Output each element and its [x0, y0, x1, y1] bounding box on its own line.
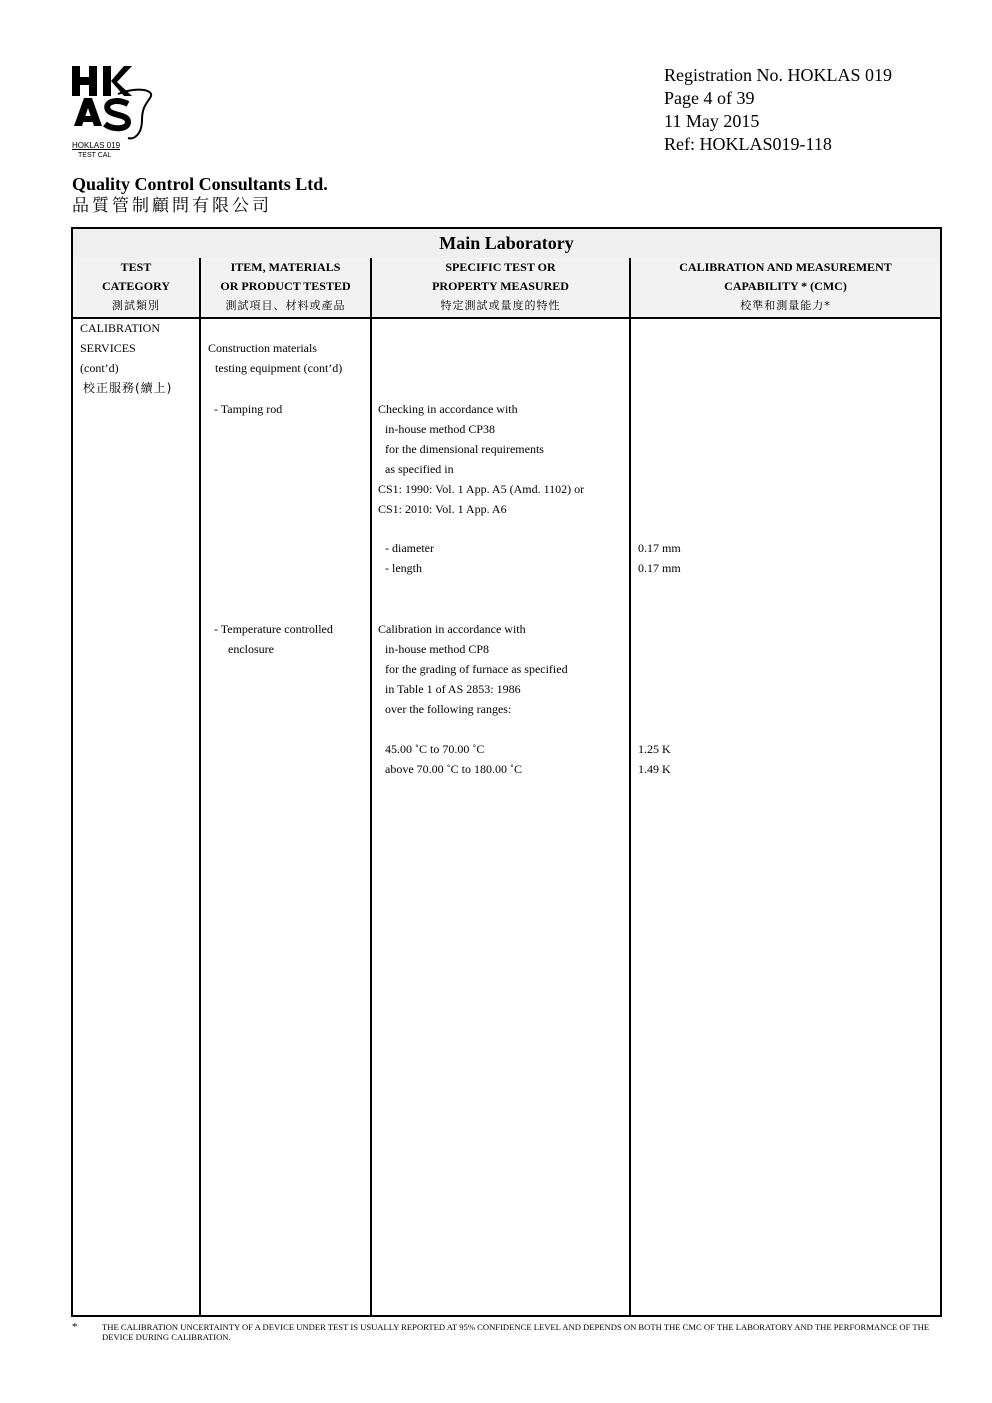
category-text: SERVICES	[80, 341, 136, 355]
header-text-zh: 測試項目、材料或產品	[225, 299, 346, 312]
measurement-params-temperature-enclosure	[385, 739, 522, 779]
reference-number: Ref: HOKLAS019-118	[664, 134, 832, 154]
test-text: CS1: 1990: Vol. 1 App. A5 (Amd. 1102) or	[378, 482, 585, 496]
category-text: CALIBRATION	[80, 321, 160, 335]
header-text: ITEM, MATERIALS	[230, 260, 341, 274]
measurement-param: - diameter	[385, 541, 434, 555]
footnote-marker: *	[72, 1321, 78, 1333]
measurement-params-tamping-rod	[385, 538, 434, 578]
header-text-zh: 測試類別	[112, 299, 160, 312]
cmc-values-temperature-enclosure	[638, 739, 671, 779]
test-description-tamping-rod	[378, 399, 584, 519]
company-name-en: Quality Control Consultants Ltd.	[72, 174, 328, 194]
page-number: Page 4 of 39	[664, 88, 755, 108]
test-text: over the following ranges:	[385, 702, 512, 716]
category-text-zh: 校正服務(續上)	[83, 381, 173, 395]
item-text: enclosure	[228, 642, 274, 656]
header-text-zh: 校準和測量能力*	[740, 299, 831, 312]
test-text: Calibration in accordance with	[378, 622, 526, 636]
test-text: for the dimensional requirements	[385, 442, 544, 456]
cmc-values-tamping-rod	[638, 538, 681, 578]
registration-number: Registration No. HOKLAS 019	[664, 65, 892, 85]
item-tamping-rod: - Tamping rod	[214, 402, 283, 416]
footnote-text: THE CALIBRATION UNCERTAINTY OF A DEVICE UNDER TEST IS USUALLY REPORTED AT 95% CONFIDENCE LEVEL AND DEPENDS ON BOTH THE CMC OF THE LABORATORY AND THE PERFORMANCE OF THE DEVICE DURING CALIBRATION.	[102, 1322, 930, 1342]
header-text: CATEGORY	[101, 279, 171, 293]
header-text: CAPABILITY * (CMC)	[724, 279, 847, 293]
measurement-param: - length	[385, 561, 422, 575]
logo-sub-text: TEST CAL	[78, 152, 112, 159]
measurement-param: above 70.00 ˚C to 180.00 ˚C	[385, 762, 522, 776]
company-name-zh: 品質管制顧問有限公司	[72, 196, 272, 216]
table-header-row	[73, 258, 940, 319]
company-block	[72, 173, 328, 217]
cmc-value: 0.17 mm	[638, 561, 681, 575]
logo-badge-text: HOKLAS 019	[72, 141, 121, 150]
header-text: OR PRODUCT TESTED	[220, 279, 351, 293]
column-divider	[629, 258, 631, 1315]
registration-block	[664, 64, 892, 156]
test-text: in Table 1 of AS 2853: 1986	[385, 682, 521, 696]
category-cell	[80, 318, 172, 398]
category-text: (cont’d)	[80, 361, 119, 375]
header-specific-test	[372, 258, 629, 317]
hkas-logo	[72, 64, 156, 160]
scope-table	[71, 227, 942, 1317]
issue-date: 11 May 2015	[664, 111, 760, 131]
item-group-text: testing equipment (cont’d)	[215, 361, 343, 375]
header-text-zh: 特定測試或量度的特性	[440, 299, 561, 312]
hkas-logo-mark	[72, 64, 156, 144]
test-description-temperature-enclosure	[378, 619, 568, 719]
test-text: Checking in accordance with	[378, 402, 518, 416]
test-text: in-house method CP8	[385, 642, 489, 656]
table-title: Main Laboratory	[73, 229, 940, 260]
header-item-tested	[201, 258, 370, 317]
header-cmc	[631, 258, 940, 317]
column-divider	[370, 258, 372, 1315]
cmc-value: 1.25 K	[638, 742, 671, 756]
test-text: as specified in	[385, 462, 454, 476]
header-text: SPECIFIC TEST OR	[445, 260, 556, 274]
test-text: in-house method CP38	[385, 422, 495, 436]
cmc-footnote	[72, 1322, 942, 1342]
cmc-value: 1.49 K	[638, 762, 671, 776]
cmc-value: 0.17 mm	[638, 541, 681, 555]
item-group-cell	[208, 338, 342, 378]
column-divider	[199, 258, 201, 1315]
item-group-text: Construction materials	[208, 341, 317, 355]
test-text: for the grading of furnace as specified	[385, 662, 568, 676]
header-text: CALIBRATION AND MEASUREMENT	[679, 260, 892, 274]
header-test-category	[73, 258, 199, 317]
item-text: - Temperature controlled	[214, 622, 333, 636]
item-temperature-enclosure	[214, 619, 333, 659]
header-text: PROPERTY MEASURED	[432, 279, 569, 293]
test-text: CS1: 2010: Vol. 1 App. A6	[378, 502, 507, 516]
measurement-param: 45.00 ˚C to 70.00 ˚C	[385, 742, 485, 756]
header-text: TEST	[120, 260, 152, 274]
